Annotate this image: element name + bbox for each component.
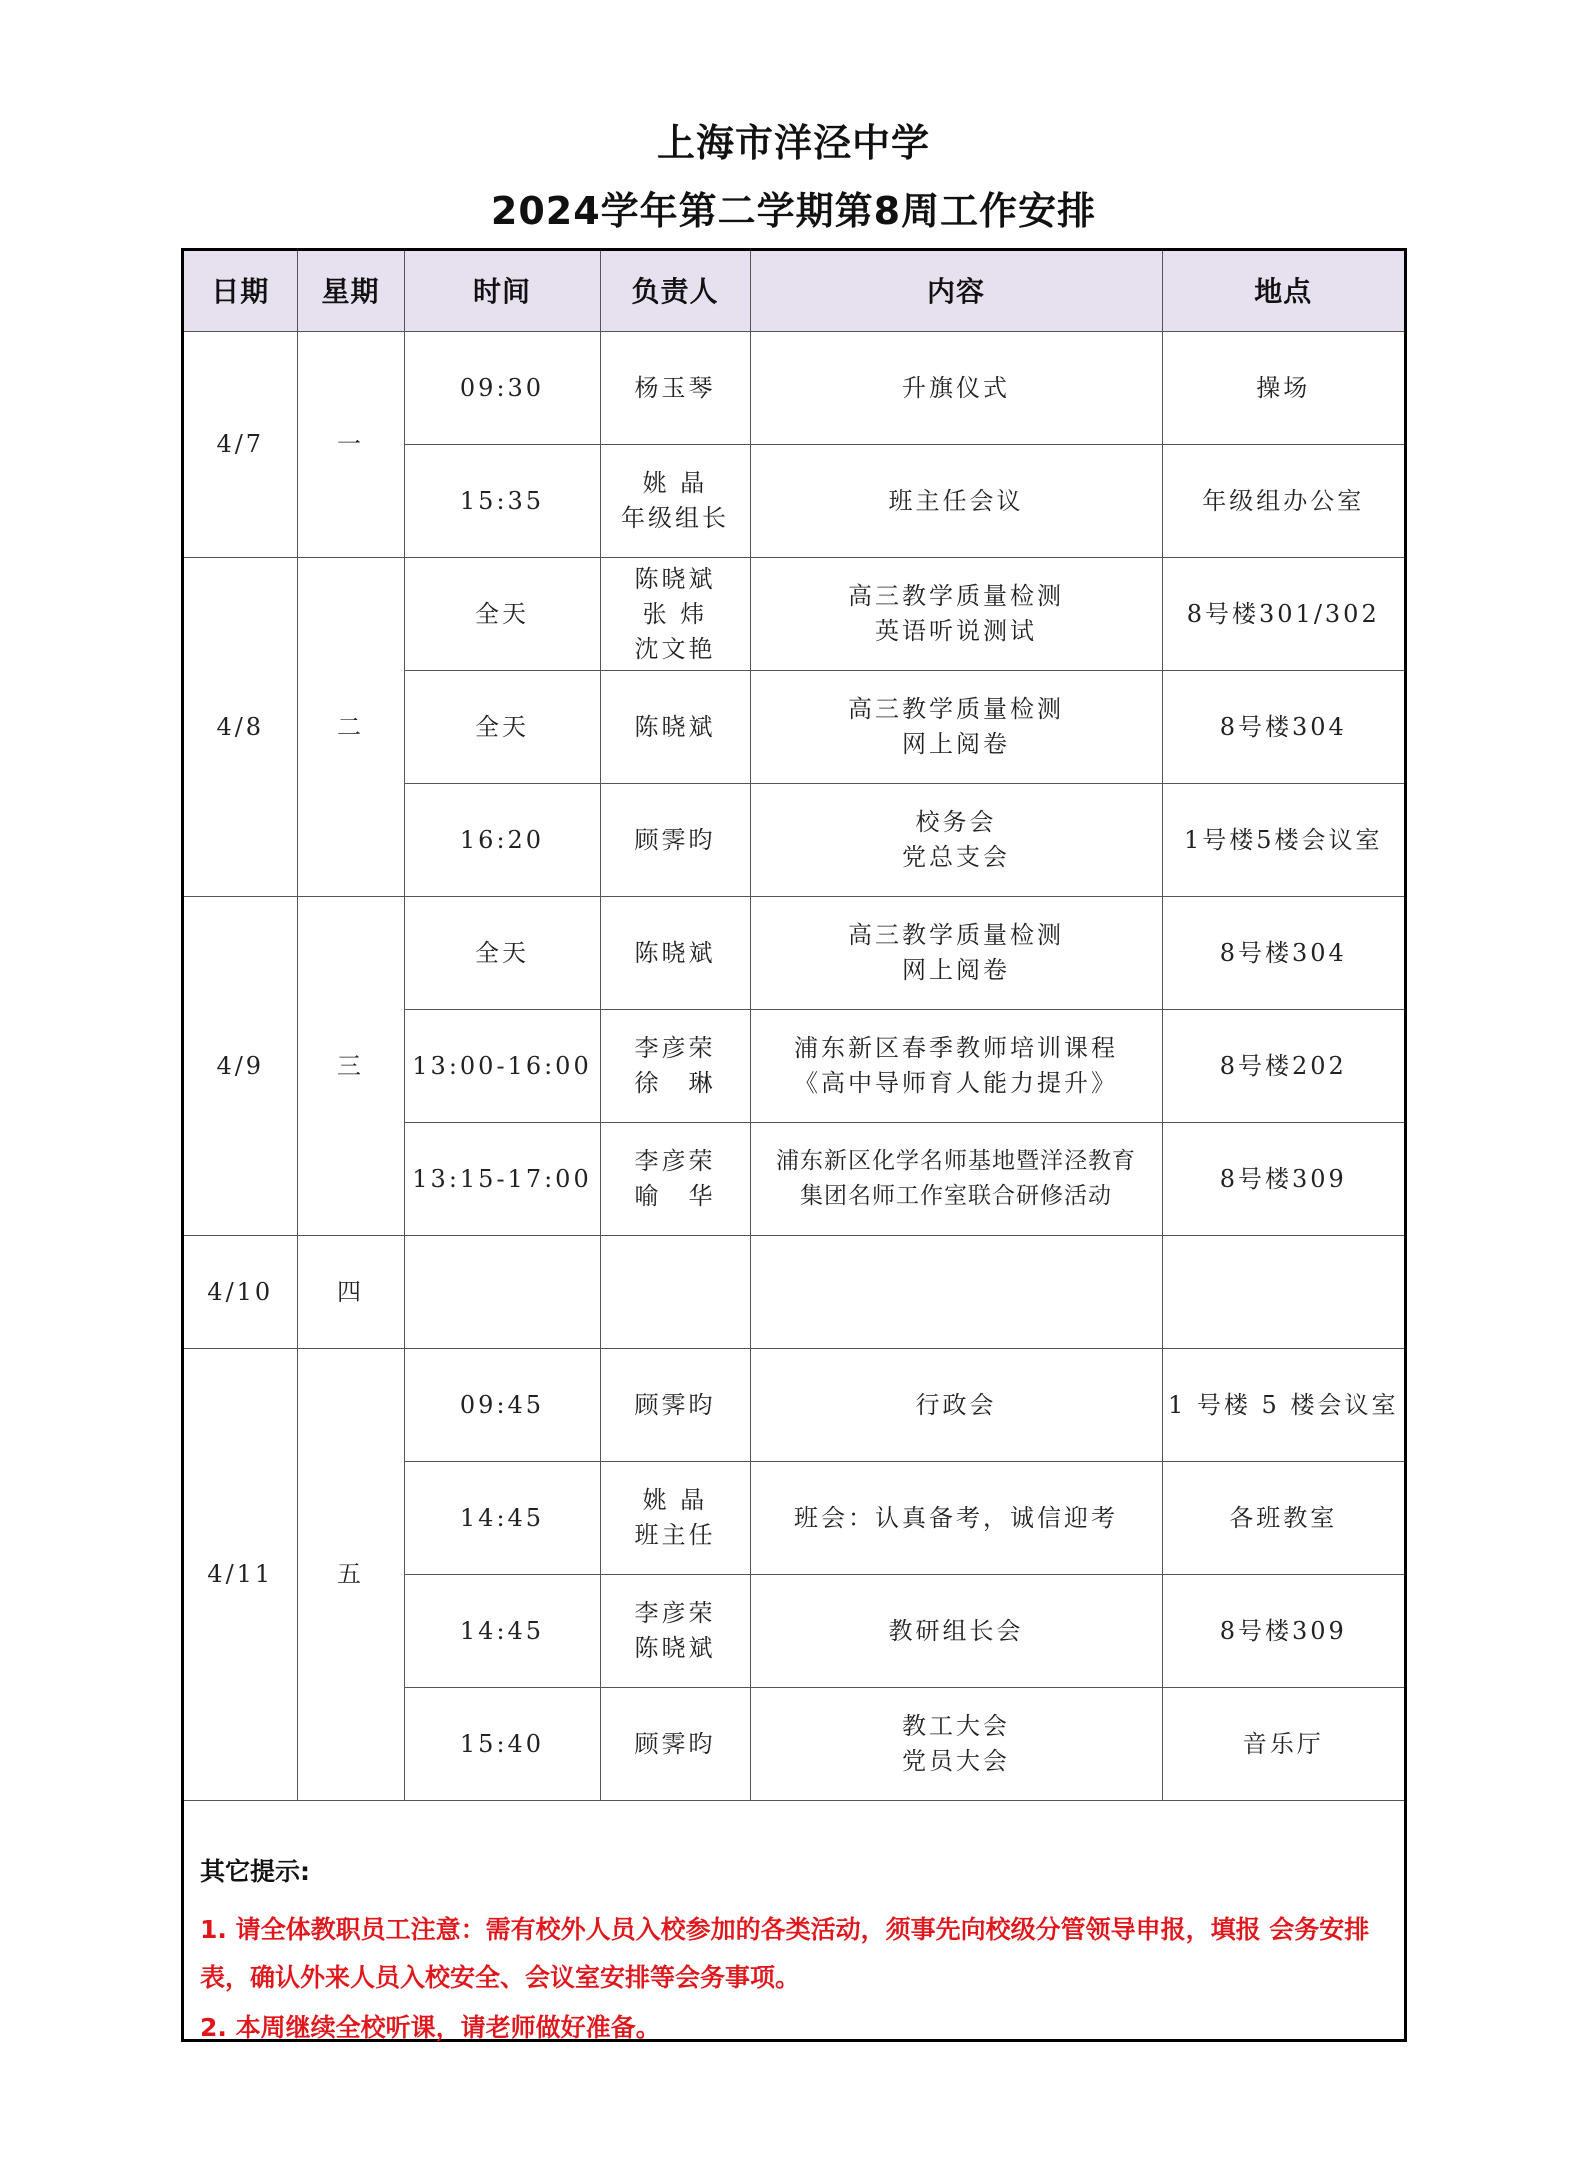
content-cell: 高三教学质量检测 网上阅卷 (750, 897, 1162, 1010)
time-cell: 15:40 (404, 1688, 600, 1801)
content-cell: 班主任会议 (750, 445, 1162, 558)
school-name: 上海市洋泾中学 (656, 121, 930, 165)
schedule-sheet (181, 248, 1407, 2042)
place-cell (1162, 1236, 1404, 1349)
time-cell: 13:15-17:00 (404, 1123, 600, 1236)
owner-cell: 陈晓斌 张 炜 沈文艳 (600, 558, 750, 671)
owner-cell: 顾霁昀 (600, 1688, 750, 1801)
content-cell: 高三教学质量检测 网上阅卷 (750, 671, 1162, 784)
owner-cell: 顾霁昀 (600, 1349, 750, 1462)
weekday-cell: 一 (297, 332, 404, 558)
content-cell (750, 1236, 1162, 1349)
date-cell: 4/8 (184, 558, 297, 897)
date-cell: 4/10 (184, 1236, 297, 1349)
schedule-table (184, 251, 1404, 1801)
date-cell: 4/11 (184, 1349, 297, 1801)
owner-cell: 李彦荣 陈晓斌 (600, 1575, 750, 1688)
header-place: 地点 (1162, 251, 1404, 332)
place-cell: 8号楼202 (1162, 1010, 1404, 1123)
table-row (184, 1349, 1404, 1462)
place-cell: 8号楼304 (1162, 671, 1404, 784)
time-cell: 全天 (404, 897, 600, 1010)
owner-cell: 李彦荣 喻 华 (600, 1123, 750, 1236)
time-cell: 16:20 (404, 784, 600, 897)
content-cell: 升旗仪式 (750, 332, 1162, 445)
weekday-cell: 二 (297, 558, 404, 897)
time-cell: 全天 (404, 558, 600, 671)
owner-cell: 顾霁昀 (600, 784, 750, 897)
owner-cell: 李彦荣 徐 琳 (600, 1010, 750, 1123)
place-cell: 各班教室 (1162, 1462, 1404, 1575)
notes-heading: 其它提示: (200, 1857, 310, 1886)
content-cell: 浦东新区化学名师基地暨洋泾教育 集团名师工作室联合研修活动 (750, 1123, 1162, 1236)
notes-item-2: 2. 本周继续全校听课，请老师做好准备。 (200, 2013, 661, 2042)
table-row (184, 897, 1404, 1010)
table-row (184, 332, 1404, 445)
notes-item-1: 1. 请全体教职员工注意：需有校外人员入校参加的各类活动，须事先向校级分管领导申报，填报 会务安排表，确认外来人员入校安全、会议室安排等会务事项。 (200, 1915, 1370, 1992)
table-header-row (184, 251, 1404, 332)
time-cell: 13:00-16:00 (404, 1010, 600, 1123)
content-cell: 教研组长会 (750, 1575, 1162, 1688)
weekday-cell: 三 (297, 897, 404, 1236)
place-cell: 1 号楼 5 楼会议室 (1162, 1349, 1404, 1462)
date-cell: 4/9 (184, 897, 297, 1236)
time-cell: 09:30 (404, 332, 600, 445)
place-cell: 年级组办公室 (1162, 445, 1404, 558)
header-content: 内容 (750, 251, 1162, 332)
place-cell: 操场 (1162, 332, 1404, 445)
place-cell: 8号楼309 (1162, 1123, 1404, 1236)
owner-cell: 陈晓斌 (600, 671, 750, 784)
place-cell: 1号楼5楼会议室 (1162, 784, 1404, 897)
content-cell: 班会：认真备考，诚信迎考 (750, 1462, 1162, 1575)
time-cell: 09:45 (404, 1349, 600, 1462)
header-weekday: 星期 (297, 251, 404, 332)
owner-cell: 陈晓斌 (600, 897, 750, 1010)
content-cell: 高三教学质量检测 英语听说测试 (750, 558, 1162, 671)
owner-cell: 姚 晶 年级组长 (600, 445, 750, 558)
time-cell: 15:35 (404, 445, 600, 558)
content-cell: 校务会 党总支会 (750, 784, 1162, 897)
place-cell: 8号楼304 (1162, 897, 1404, 1010)
place-cell: 音乐厅 (1162, 1688, 1404, 1801)
owner-cell (600, 1236, 750, 1349)
place-cell: 8号楼301/302 (1162, 558, 1404, 671)
time-cell: 全天 (404, 671, 600, 784)
table-row (184, 558, 1404, 671)
page-title: 2024学年第二学期第8周工作安排 (490, 189, 1097, 233)
table-row (184, 1236, 1404, 1349)
time-cell: 14:45 (404, 1462, 600, 1575)
content-cell: 行政会 (750, 1349, 1162, 1462)
content-cell: 浦东新区春季教师培训课程 《高中导师育人能力提升》 (750, 1010, 1162, 1123)
header-owner: 负责人 (600, 251, 750, 332)
time-cell (404, 1236, 600, 1349)
weekday-cell: 五 (297, 1349, 404, 1801)
date-cell: 4/7 (184, 332, 297, 558)
header-date: 日期 (184, 251, 297, 332)
owner-cell: 姚 晶 班主任 (600, 1462, 750, 1575)
place-cell: 8号楼309 (1162, 1575, 1404, 1688)
time-cell: 14:45 (404, 1575, 600, 1688)
header-time: 时间 (404, 251, 600, 332)
content-cell: 教工大会 党员大会 (750, 1688, 1162, 1801)
weekday-cell: 四 (297, 1236, 404, 1349)
owner-cell: 杨玉琴 (600, 332, 750, 445)
